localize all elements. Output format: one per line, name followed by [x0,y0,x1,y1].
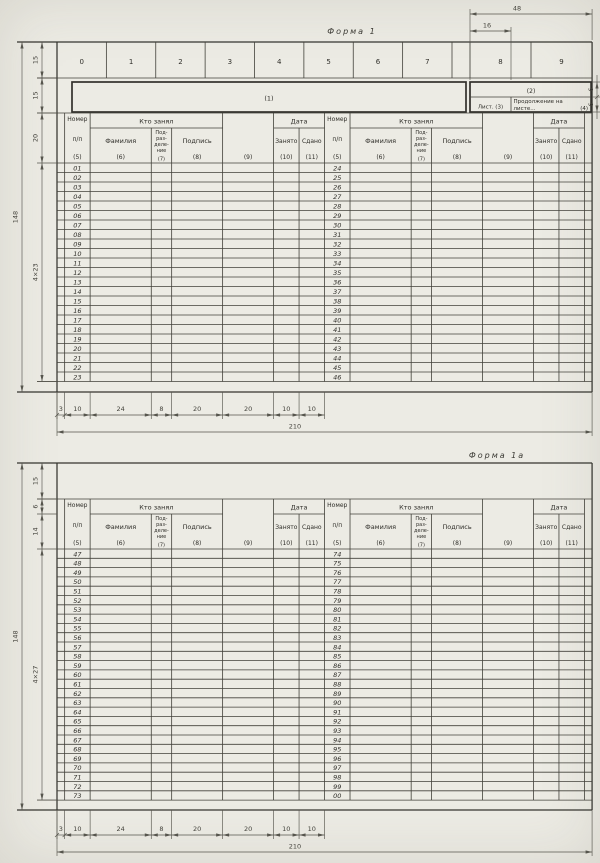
row-number: 58 [73,652,82,661]
header-surname-label: Фамилия [365,523,397,531]
header-department-label: ние [156,148,167,154]
row-number: 20 [73,344,82,353]
row-number: 64 [73,708,82,717]
dimension-arrow [216,413,223,416]
dimension-arrow [145,833,152,836]
header-handed-label: Сдано [301,524,322,531]
row-number: 14 [73,287,82,296]
dimension-arrow [505,29,512,32]
row-number: 66 [73,727,82,735]
row-number: 37 [333,287,342,296]
row-number: 97 [333,764,342,773]
dimension-arrow [145,413,152,416]
field2-label: (2) [526,88,536,95]
dimension-label: 20 [192,405,202,414]
dimension-arrow [586,430,593,433]
dimension-arrow [20,386,23,393]
row-number: 52 [73,596,82,605]
row-number: 96 [333,754,342,763]
header-number-label: п/п [332,522,343,529]
row-number: 53 [73,606,82,615]
row-number: 82 [333,624,342,633]
header-number-label: Номер [327,116,348,123]
dimension-arrow [293,413,300,416]
dimension-label: 10 [282,405,291,414]
dimension-arrow [40,163,43,170]
row-number: 00 [333,792,342,801]
header-taken-label: (10) [540,540,553,547]
row-number: 48 [73,559,82,568]
header-department-label: раз- [156,522,167,528]
dimension-arrow [57,850,64,853]
row-number: 63 [73,699,82,708]
row-number: 75 [333,559,342,568]
dimension-arrow [40,493,43,500]
row-number: 49 [73,568,82,577]
dimension-label: 3 [58,825,63,834]
header-col9-label: (9) [243,540,253,547]
dimension-arrow [470,29,477,32]
field4-label: листе... [513,105,536,112]
row-number: 02 [73,173,82,182]
row-number: 17 [73,316,82,325]
row-number: 08 [73,230,82,239]
header-department-label: ние [416,148,427,154]
header-department-label: раз- [156,136,167,142]
row-number: 33 [333,249,342,258]
dimension-arrow [172,833,179,836]
header-department-label: ние [156,534,167,540]
row-number: 76 [333,568,342,577]
row-number: 94 [333,736,342,745]
row-number: 30 [333,221,342,230]
header-handed-label: Сдано [561,138,582,145]
row-number: 92 [333,717,342,726]
header-signature-label: (8) [192,154,202,161]
header-signature-label: Подпись [182,137,212,145]
field3-label: Лист. (3) [477,104,504,111]
header-col9-label: (9) [503,540,513,547]
header-surname-label: Фамилия [105,137,137,145]
row-number: 27 [333,192,342,201]
header-department-label: (7) [157,542,166,549]
digit-cell-label: 3 [227,58,233,66]
row-number: 62 [73,689,82,698]
digit-cell-label: 2 [178,58,183,66]
row-number: 47 [73,550,82,559]
row-number: 40 [333,316,342,325]
dimension-arrow [90,413,97,416]
header-department-label: (7) [417,542,425,549]
row-number: 16 [73,306,82,315]
header-taken-label: (10) [280,154,293,161]
dimension-arrow [40,514,43,521]
dimension-arrow [151,833,158,836]
header-handed-label: (11) [565,154,578,161]
header-date-group-label: Дата [290,503,308,512]
dimension-arrow [40,78,43,85]
header-number-label: Номер [67,502,88,509]
header-handed-label: Сдано [561,524,582,531]
dimension-arrow [274,413,281,416]
header-department-label: Под- [415,130,428,136]
header-date-group-label: Дата [550,503,568,512]
header-signature-label: (8) [452,154,462,161]
digit-cell-label: 6 [375,58,381,66]
row-number: 93 [333,727,342,735]
dimension-arrow [223,413,230,416]
header-handed-label: (11) [305,540,318,547]
row-number: 32 [333,240,342,249]
field4-label: (4) [580,105,588,112]
header-handed-label: (11) [305,154,318,161]
header-department-label: (7) [417,156,425,163]
header-col9-label: (9) [243,154,253,161]
digit-cell-label: 9 [559,58,564,66]
dimension-arrow [151,413,158,416]
row-number: 72 [73,782,82,791]
header-department-label: Под- [155,130,168,136]
header-department-label: раз- [416,522,427,528]
row-number: 83 [333,634,342,642]
row-number: 12 [73,268,82,277]
row-number: 68 [73,745,82,754]
row-number: 01 [73,164,82,173]
row-number: 22 [73,363,82,372]
dimension-arrow [40,42,43,49]
dimension-arrow [299,833,306,836]
row-number: 31 [333,230,342,239]
dimension-label: 20 [192,825,202,834]
row-number: 25 [333,173,342,182]
header-taken-label: Занято [535,138,558,145]
row-number: 34 [333,259,342,268]
dimension-label: 210 [288,842,302,851]
row-number: 70 [73,764,82,773]
dimension-arrow [20,463,23,470]
header-taken-label: Занято [535,524,558,531]
dimension-label: 3 [58,405,63,414]
dimension-arrow [595,82,598,89]
header-surname-label: (6) [376,540,385,547]
header-department-label: деле- [414,142,429,148]
dimension-arrow [299,413,306,416]
row-number: 54 [73,615,82,624]
dimension-label: 10 [307,405,316,414]
row-number: 05 [73,202,82,211]
row-number: 55 [73,624,82,633]
row-number: 44 [333,354,342,363]
digit-cell-label: 8 [498,58,503,66]
dimension-arrow [318,413,325,416]
digit-cell-label: 7 [425,58,430,66]
dimension-arrow [40,72,43,79]
header-date-group-label: Дата [290,117,308,126]
row-number: 43 [333,344,342,353]
dimension-arrow [40,107,43,114]
header-department-label: (7) [157,156,166,163]
row-number: 50 [73,578,82,587]
row-number: 56 [73,634,82,642]
row-number: 69 [73,754,82,763]
row-number: 73 [73,792,82,801]
drawing-graphics [12,5,600,857]
digit-cell-label: 1 [128,58,134,66]
row-number: 57 [73,643,82,652]
row-number: 39 [333,306,342,315]
row-number: 19 [73,335,82,344]
row-number: 06 [73,211,82,220]
dimension-arrow [90,833,97,836]
row-number: 67 [73,736,82,745]
row-number: 09 [73,240,82,249]
row-number: 51 [73,587,82,596]
header-number-label: (5) [73,540,82,547]
row-number: 81 [333,615,342,624]
header-who-group-label: Кто занял [139,117,174,126]
header-taken-label: Занято [275,138,298,145]
row-number: 59 [73,661,82,670]
row-number: 90 [333,699,342,708]
dimension-label: 15 [31,55,40,65]
dimension-arrow [216,833,223,836]
dimension-arrow [274,833,281,836]
row-number: 74 [333,550,342,559]
row-number: 89 [333,689,342,698]
header-col9-label: (9) [503,154,513,161]
header-number-label: п/п [72,522,83,529]
row-number: 84 [333,643,342,652]
row-number: 80 [333,606,342,615]
dimension-label: 4×27 [31,665,40,684]
header-department-label: деле- [414,528,429,534]
dimension-arrow [267,833,274,836]
row-number: 11 [73,259,82,268]
dimension-label: 210 [288,422,302,431]
header-signature-label: Подпись [442,523,472,531]
row-number: 99 [333,782,342,791]
header-number-label: (5) [333,540,342,547]
row-number: 41 [333,325,342,334]
dimension-label: 148 [11,630,20,643]
dimension-label: 8 [159,825,164,834]
row-number: 85 [333,652,342,661]
header-signature-label: (8) [452,540,462,547]
dimension-label: 6 [587,87,596,92]
dimension-label: 20 [243,405,253,414]
header-taken-label: (10) [280,540,293,547]
dimension-arrow [40,463,43,470]
header-surname-label: Фамилия [105,523,137,531]
header-signature-label: Подпись [442,137,472,145]
header-taken-label: Занято [275,524,298,531]
row-number: 61 [73,680,82,689]
header-surname-label: (6) [376,154,385,161]
row-number: 13 [73,278,82,287]
dimension-arrow [84,833,91,836]
header-signature-label: Подпись [182,523,212,531]
row-number: 18 [73,325,82,334]
dimension-arrow [165,833,172,836]
dimension-arrow [172,413,179,416]
dimension-arrow [40,543,43,550]
row-number: 65 [73,717,82,726]
header-date-group-label: Дата [550,117,568,126]
header-handed-label: (11) [565,540,578,547]
dimension-label: 24 [116,405,125,414]
row-number: 23 [73,373,82,382]
row-number: 86 [333,661,342,670]
row-number: 45 [333,363,342,372]
row-number: 60 [73,671,82,680]
dimension-label: 20 [243,825,253,834]
header-surname-label: (6) [116,540,125,547]
dimension-label: 10 [307,825,316,834]
row-number: 98 [333,773,342,782]
form1-label: Форма 1 [327,27,377,36]
row-number: 04 [73,192,82,201]
header-number-label: Номер [67,116,88,123]
dimension-arrow [318,833,325,836]
header-who-group-label: Кто занял [399,117,434,126]
field1-label: (1) [264,94,274,103]
row-number: 35 [333,268,342,277]
dimension-arrow [40,157,43,164]
header-surname-label: (6) [116,154,125,161]
dimension-arrow [40,499,43,506]
header-taken-label: (10) [540,154,553,161]
dimension-arrow [586,850,593,853]
dimension-label: 148 [11,210,20,224]
dimension-arrow [586,12,593,15]
dimension-label: 20 [31,133,40,143]
dimension-arrow [223,833,230,836]
dimension-arrow [595,106,598,113]
dimension-label: 6 [587,102,596,107]
row-number: 87 [333,671,342,680]
header-department-label: деле- [154,528,169,534]
dimension-label: 10 [73,825,82,834]
header-handed-label: Сдано [301,138,322,145]
row-number: 77 [333,578,342,587]
dimension-arrow [470,12,477,15]
dimension-arrow [40,375,43,382]
dimension-label: 10 [282,825,291,834]
row-number: 28 [333,202,342,211]
form2-label: Форма 1а [468,451,526,460]
dimension-arrow [267,413,274,416]
header-number-label: п/п [332,136,343,143]
dimension-label: 48 [512,4,522,13]
digit-cell-label: 5 [326,58,331,66]
dimension-arrow [40,549,43,556]
header-number-label: (5) [333,154,342,161]
dimension-label: 15 [31,476,40,486]
dimension-arrow [20,42,23,49]
dimension-label: 6 [31,504,40,509]
dimension-arrow [40,508,43,515]
header-who-group-label: Кто занял [399,503,434,512]
dimension-label: 15 [31,91,40,100]
header-signature-label: (8) [192,540,202,547]
header-department-label: Под- [155,516,168,522]
row-number: 46 [333,373,342,382]
header-department-label: раз- [416,136,427,142]
row-number: 15 [73,297,82,306]
row-number: 88 [333,680,342,689]
dimension-arrow [293,833,300,836]
header-department-label: ние [416,534,427,540]
digit-cell-label: 4 [276,58,282,66]
row-number: 91 [333,708,342,717]
header-number-label: (5) [73,154,82,161]
row-number: 03 [73,183,82,192]
dimension-arrow [84,413,91,416]
row-number: 36 [333,278,342,287]
dimension-label: 14 [31,527,40,536]
dimension-arrow [165,413,172,416]
row-number: 10 [73,249,82,258]
row-number: 78 [333,587,342,596]
dimension-label: 8 [159,405,164,414]
dimension-label: 4×23 [31,263,40,282]
row-number: 21 [73,354,82,363]
header-department-label: деле- [154,142,169,148]
dimension-label: 16 [482,21,492,30]
digit-cell-label: 0 [79,58,84,66]
header-number-label: Номер [327,502,348,509]
dimension-arrow [40,794,43,801]
row-number: 71 [73,773,82,782]
dimension-arrow [57,430,64,433]
header-department-label: Под- [415,516,428,522]
header-surname-label: Фамилия [365,137,397,145]
row-number: 79 [333,596,342,605]
row-number: 07 [73,221,82,230]
row-number: 38 [333,297,342,306]
dimension-arrow [40,113,43,120]
row-number: 29 [333,211,342,220]
row-number: 42 [333,335,342,344]
row-number: 95 [333,745,342,754]
field4-label: Продолжение на [513,99,563,105]
dimension-label: 24 [116,825,125,834]
row-number: 24 [333,164,342,173]
header-number-label: п/п [72,136,83,143]
dimension-label: 10 [73,405,82,414]
row-number: 26 [333,183,342,192]
header-who-group-label: Кто занял [139,503,174,512]
dimension-arrow [20,804,23,811]
